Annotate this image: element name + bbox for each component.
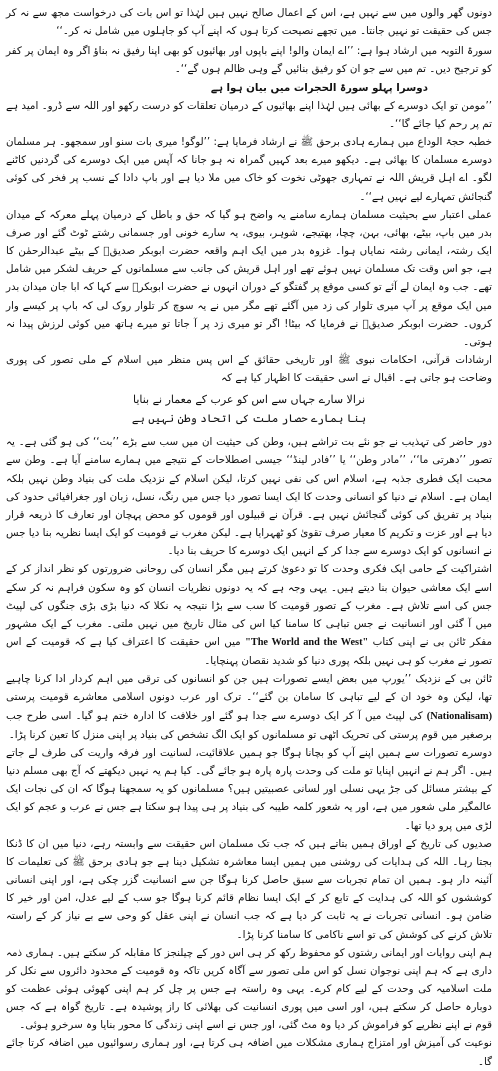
paragraph-text: میں اس حقیقت کا اعتراف کیا ہے کہ قومیت کے اس تصور نے مغرب کو ہی نہیں بلکہ پوری دنیا کو شدید نقصان پہنچایا۔ xyxy=(6,636,492,668)
paragraph-iqbal-intro: ارشادات قرآنی، احکامات نبوی ﷺ اور تاریخی حقائق کے اس پس منظر میں اسلام کے ملی تصور کی پوری وضاحت ہو جاتی ہے۔ اقبال نے اسی حقیقت کا اظہار کیا ہے کہ xyxy=(6,353,492,385)
english-term: (Nationalisam) xyxy=(426,710,492,722)
iqbal-verse xyxy=(6,390,492,428)
verse-line-1: نرالا سارے جہاں سے اس کو عرب کے معمار نے بنایا xyxy=(132,393,366,407)
paragraph-unity: دوسرے تصورات سے ہمیں اپنے آپ کو بچانا ہوگا جو ہمیں علاقائیت، لسانیت اور فرقہ واریت کی طرف لے جاتے ہیں۔ اگر ہم نے انہیں اپنایا تو ملت کی وحدت پارہ پارہ ہو جائے گی۔ کیا ہم یہ نہیں دیکھتے کہ آج بھی مسلم دنیا کے بیشتر مسائل کی جڑ یہی نسلی اور لسانی عصبیتیں ہیں؟ مسلمانوں کو یہ سمجھنا ہوگا کہ ان کی نجات ایک عالمگیر ملی شعور میں ہے، اور یہ شعور کلمہ طیبہ کی بنیاد پر ہی پیدا ہو سکتا ہے جس نے عرب و عجم کو ایک لڑی میں پرو دیا تھا۔ xyxy=(6,746,492,832)
book-title: "The World and the West" xyxy=(245,637,369,648)
paragraph-surah-tauba: سورۃ التوبہ میں ارشاد ہوا ہے: ’’اے ایمان والو! اپنے باپوں اور بھائیوں کو بھی اپنا رفیق نہ بناؤ اگر وہ ایمان پر کفر کو ترجیح دیں۔ تم میں سے جو ان کو رفیق بنائیں گے وہی ظالم ہوں گے‘‘۔ xyxy=(6,45,492,76)
paragraph-closing: نوعیت کی آمیزش اور امتزاج ہماری مشکلات میں اضافہ ہی کرتا ہے، اور ہماری رسوائیوں میں اضافہ کرتا جائے گا۔ xyxy=(6,1037,492,1068)
paragraph-khutba: خطبہ حجۃ الوداع میں ہمارے ہادی برحق ﷺ نے ارشاد فرمایا ہے: ’’لوگو! میری بات سنو اور سمجھو۔ ہر مسلمان دوسرے مسلمان کا بھائی ہے۔ دیکھو میرے بعد کہیں گمراہ نہ ہو جانا کہ آپس میں ایک دوسرے کی گردنیں کاٹنے لگو۔ اے اہل قریش اللہ نے تمہاری جھوٹی نخوت کو خاک میں ملا دیا ہے اور باپ دادا کے نسب پر فخر کی کوئی گنجائش تمہارے لیے نہیں ہے‘‘۔ xyxy=(6,136,492,203)
paragraph-watan: دور حاضر کی تہذیب نے جو نئے بت تراشے ہیں، وطن کی حیثیت ان میں سب سے بڑے ’’بت‘‘ کی ہو گئی ہے۔ یہ تصور ’’دھرتی ما‘‘، ’’مادر وطن‘‘ یا ’’فادر لینڈ‘‘ جیسی اصطلاحات کے نتیجے میں ہمارے سامنے آیا ہے۔ وطن سے محبت ایک فطری جذبہ ہے، اسلام اس کی نفی نہیں کرتا، لیکن اسلام کے نزدیک ملت کی بنیاد وطن نہیں بلکہ ایمان ہے۔ اسلام نے دنیا کو انسانی وحدت کا ایک ایسا تصور دیا جس میں رنگ، نسل، زبان اور جغرافیائی حدود کی بنیاد پر تفریق کی کوئی گنجائش نہیں ہے۔ قرآن نے قبیلوں اور قوموں کو محض پہچان اور تعارف کا ذریعہ قرار دیا ہے اور عزت و تکریم کا معیار صرف تقویٰ کو ٹھہرایا ہے۔ لیکن مغرب نے قومیت کو ایک ایسا نظریہ بنا دیا جس نے انسانوں کو ایک دوسرے سے جدا کر کے انہیں ایک دوسرے کا حریف بنا دیا۔ xyxy=(6,436,492,558)
paragraph-responsibility: ہم اپنی روایات اور ایمانی رشتوں کو محفوظ رکھ کر ہی اس دور کے چیلنجز کا مقابلہ کر سکتے ہیں۔ ہماری ذمہ داری ہے کہ ہم اپنی نوجوان نسل کو اس ملی تصور سے آگاہ کریں تاکہ وہ قومیت کے محدود دائروں سے نکل کر ملت اسلامیہ کی وحدت کے لیے کام کرے۔ یہی وہ راستہ ہے جس پر چل کر ہم اپنی کھوئی ہوئی عظمت کو دوبارہ حاصل کر سکتے ہیں، اور اسی میں پوری انسانیت کی بھلائی کا راز پوشیدہ ہے۔ تاریخ گواہ ہے کہ جس قوم نے اپنے نظریے کو فراموش کر دیا وہ مٹ گئی، اور جس نے اسے اپنی زندگی کا محور بنایا وہ سرخرو ہوئی۔ xyxy=(6,946,492,1032)
section-heading: دوسرا پہلو سورۃ الحجرات میں بیان ہوا ہے xyxy=(210,81,428,94)
paragraph-quran-nuh: دونوں گھر والوں میں سے نہیں ہے، اس کے اعمال صالح نہیں ہیں لہٰذا تو اس بات کی درخواست مجھ سے نہ کر جس کی حقیقت تو نہیں جانتا۔ میں تجھے نصیحت کرتا ہوں کہ اپنے آپ کو جاہلوں میں شامل نہ کر۔‘‘ xyxy=(6,7,492,38)
paragraph-toynbee xyxy=(6,560,492,670)
paragraph-nationalism xyxy=(6,670,492,744)
paragraph-text: ٹائن بی کے نزدیک ’’یورپ میں بعض ایسے تصورات ہیں جن کو انسانوں کی ترقی میں اہم کردار ادا کرنا چاہیے تھا، لیکن وہ خود ان کے لیے تباہی کا سامان بن گئے‘‘۔ ترک اور عرب دونوں اسلامی معاشرے قومیت پرستی xyxy=(6,673,492,704)
paragraph-history: صدیوں کی تاریخ کے اوراق ہمیں بتاتے ہیں کہ جب تک مسلمان اس حقیقت سے وابستہ رہے، دنیا میں ان کا ڈنکا بجتا رہا۔ اللہ کی ہدایات کی روشنی میں ہمیں ایسا معاشرہ تشکیل دینا ہے جو ہادی برحق ﷺ کی تعلیمات کا آئینہ دار ہو۔ ہمیں ان تمام تجربات سے سبق حاصل کرنا ہوگا جن سے انسانیت گزر چکی ہے، اور اپنی انسانی کوششوں کو اللہ کی ہدایت کے تابع کر کے ایک ایسا نظام قائم کرنا ہوگا جو سب کے لیے عدل، امن اور خیر کا ضامن ہو۔ انسانی تجربات نے یہ ثابت کر دیا ہے کہ جب انسان نے اپنی عقل کو وحی سے بے نیاز کر کے راستہ تلاش کرنے کی کوشش کی تو اسے ناکامی کا سامنا کرنا پڑا۔ xyxy=(6,837,492,941)
paragraph-surah-hujurat: ’’مومن تو ایک دوسرے کے بھائی ہیں لہٰذا اپنے بھائیوں کے درمیان تعلقات کو درست رکھو اور اللہ سے ڈرو۔ امید ہے تم پر رحم کیا جائے گا‘‘۔ xyxy=(6,99,492,130)
paragraph-text: اشتراکیت کے حامی ایک فکری وحدت کا تو دعویٰ کرتے ہیں مگر انسان کی روحانی ضرورتوں کو نظر انداز کر کے اسے ایک معاشی حیوان بنا دیتے ہیں۔ یہی وجہ ہے کہ یہ دونوں نظریات انسان کو وہ سکون فراہم نہ کر سکے جس کی اسے تلاش ہے۔ مغرب کے تصور قومیت کا سب سے بڑا نتیجہ یہ نکلا کہ دنیا بڑی بڑی جنگوں کی لپیٹ میں آ گئی اور انسانیت نے جس تباہی کا سامنا کیا اس کی مثال تاریخ میں نہیں ملتی۔ مغرب کے ایک مشہور مفکر ٹائن بی نے اپنی کتاب xyxy=(6,563,492,648)
paragraph-text: کی لپیٹ میں آ کر ایک دوسرے سے جدا ہو گئے اور خلافت کا ادارہ ختم ہو گیا۔ اسی طرح جب برصغیر میں قوم پرستی کی تحریک اٹھی تو مسلمانوں کو ایک الگ تشخص کی بنیاد پر اپنی منزل کا تعین کرنا پڑا۔ xyxy=(6,709,492,741)
verse-line-2: بنا ہمارے حصار ملت کی اتحاد وطن نہیں ہے xyxy=(131,412,367,426)
paragraph-badr: عملی اعتبار سے بحیثیت مسلمان ہمارے سامنے یہ واضح ہو گیا کہ حق و باطل کے درمیان پہلے معرکہ کے میدان بدر میں باپ، بیٹے، بھائی، بہن، چچا، بھتیجے، شوہر، بیوی، یہ سارے خونی اور جسمانی رشتے ٹوٹ گئے اور صرف ایک رشتہ، ایمانی رشتہ نمایاں ہوا۔ غزوہ بدر میں ایک اہم واقعہ حضرت ابوبکر صدیقؓ کے بیٹے عبدالرحمٰن کا ہے، جو اس وقت تک مسلمان نہیں ہوئے تھے اور اہل قریش کی جانب سے مسلمانوں کے حریف لشکر میں شامل تھے۔ جب وہ ایمان لے آئے تو کسی موقع پر گفتگو کے دوران انہوں نے حضرت ابوبکرؓ سے کہا کہ ابا جان میدان بدر میں ایک موقع پر آپ میری تلوار کی زد میں آگئے تھے مگر میں نے یہ سوچ کر تلوار روک لی کہ باپ پر کیسے وار کروں۔ حضرت ابوبکر صدیقؓ نے فرمایا کہ بیٹا! اگر تو میری زد پر آ جاتا تو میرے ہاتھ میں کوئی لرزش پیدا نہ ہوتی۔ xyxy=(6,208,492,348)
